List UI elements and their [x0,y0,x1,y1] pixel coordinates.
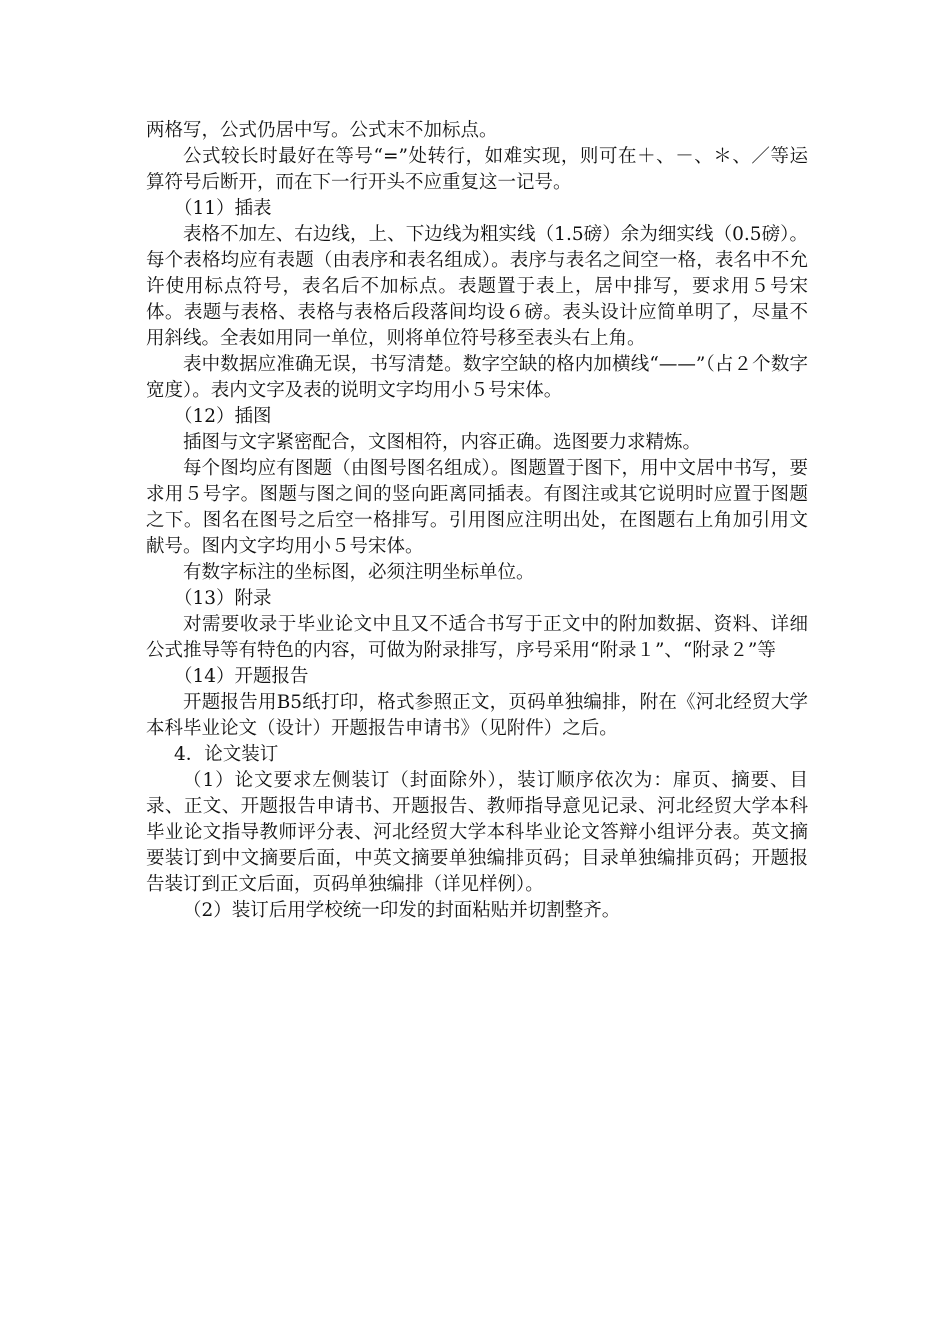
paragraph-appendix: 对需要收录于毕业论文中且又不适合书写于正文中的附加数据、资料、详细公式推导等有特色的内容，可做为附录排写，序号采用“附录１”、“附录２”等 [146,614,808,661]
heading-appendix: （13）附录 [174,588,272,609]
paragraph-formula-line-break: 公式较长时最好在等号“=”处转行，如难实现，则可在＋、－、＊、／等运算符号后断开，而在下一行开头不应重复这一记号。 [146,146,808,193]
paragraph-coordinate-units: 有数字标注的坐标图，必须注明坐标单位。 [183,562,535,583]
paragraph-table-data: 表中数据应准确无误，书写清楚。数字空缺的格内加横线“——”（占２个数字宽度）。表内文字及表的说明文字均用小５号宋体。 [146,354,808,401]
paragraph-table-format: 表格不加左、右边线，上、下边线为粗实线（1.5磅）余为细实线（0.5磅）。每个表格均应有表题（由表序和表名组成）。表序与表名之间空一格，表名中不允许使用标点符号，表名后不加标点。表题置于表上，居中排写，要求用５号宋体。表题与表格、表格与表格后段落间均设６磅。表头设计应简单明了，尽量不用斜线。全表如用同一单位，则将单位符号移至表头右上角。 [146,224,808,349]
paragraph-proposal-report: 开题报告用B5纸打印，格式参照正文，页码单独编排，附在《河北经贸大学本科毕业论文（设计）开题报告申请书》（见附件）之后。 [146,692,808,739]
heading-thesis-binding: 4．论文装订 [174,744,279,765]
paragraph-formula-continuation: 两格写，公式仍居中写。公式末不加标点。 [146,120,498,141]
paragraph-binding-order: （1）论文要求左侧装订（封面除外），装订顺序依次为：扉页、摘要、目录、正文、开题报告申请书、开题报告、教师指导意见记录、河北经贸大学本科毕业论文指导教师评分表、河北经贸大学本科毕业论文答辩小组评分表。英文摘要装订到中文摘要后面，中英文摘要单独编排页码；目录单独编排页码；开题报告装订到正文后面，页码单独编排（详见样例）。 [146,770,808,895]
paragraph-figure-text: 插图与文字紧密配合，文图相符，内容正确。选图要力求精炼。 [183,432,702,453]
paragraph-figure-caption: 每个图均应有图题（由图号图名组成）。图题置于图下，用中文居中书写，要求用５号字。图题与图之间的竖向距离同插表。有图注或其它说明时应置于图题之下。图名在图号之后空一格排写。引用图应注明出处，在图题右上角加引用文献号。图内文字均用小５号宋体。 [146,458,808,557]
heading-insert-figure: （12）插图 [174,406,272,427]
paragraph-binding-cover: （2）装订后用学校统一印发的封面粘贴并切割整齐。 [183,900,621,921]
document-body [146,118,808,924]
heading-proposal-report: （14）开题报告 [174,666,309,687]
heading-insert-table: （11）插表 [174,198,272,219]
